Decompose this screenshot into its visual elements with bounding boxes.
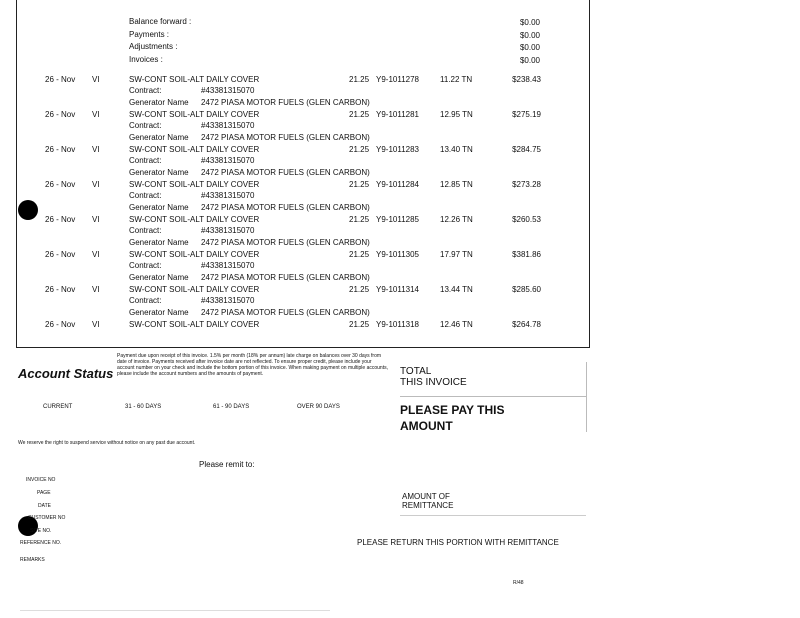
item-generator-name: 2472 PIASA MOTOR FUELS (GLEN CARBON) (201, 273, 370, 282)
item-tons: 13.44 TN (440, 285, 473, 294)
item-amount: $238.43 (512, 75, 541, 84)
remarks-label: REMARKS (20, 557, 45, 563)
item-contract-number: #43381315070 (201, 121, 255, 130)
item-code: VI (92, 285, 100, 294)
item-code: VI (92, 215, 100, 224)
item-generator-label: Generator Name (129, 203, 189, 212)
item-date: 26 - Nov (45, 285, 76, 294)
payments-value: $0.00 (519, 31, 540, 40)
item-rate: 21.25 (349, 250, 370, 259)
item-date: 26 - Nov (45, 75, 76, 84)
payments-label: Payments : (129, 30, 170, 39)
amount-of-remittance-label (402, 492, 453, 510)
item-description: SW-CONT SOIL-ALT DAILY COVER (129, 285, 260, 294)
item-code: VI (92, 110, 100, 119)
item-tons: 11.22 TN (440, 75, 473, 84)
item-ticket: Y9-1011318 (376, 320, 419, 329)
item-generator-name: 2472 PIASA MOTOR FUELS (GLEN CARBON) (201, 98, 370, 107)
invoice-no-label: INVOICE NO (26, 477, 56, 483)
item-date: 26 - Nov (45, 110, 76, 119)
item-amount: $275.19 (512, 110, 541, 119)
item-date: 26 - Nov (45, 215, 76, 224)
site-no-label: SITE NO. (30, 528, 52, 534)
customer-no-label: CUSTOMER NO (28, 515, 66, 521)
item-code: VI (92, 145, 100, 154)
service-notice: We reserve the right to suspend service without notice on any past due account. (18, 440, 196, 446)
item-contract-number: #43381315070 (201, 191, 255, 200)
detail-frame-bottom (16, 347, 590, 348)
item-contract-label: Contract: (129, 121, 162, 130)
hole-punch-mark (18, 200, 38, 220)
amount-of-line2: REMITTANCE (402, 501, 454, 510)
item-code: VI (92, 75, 100, 84)
item-code: VI (92, 180, 100, 189)
item-amount: $273.28 (512, 180, 541, 189)
balance-forward-value: $0.00 (519, 18, 540, 27)
item-contract-label: Contract: (129, 86, 162, 95)
days-31-60-label: 31 - 60 DAYS (125, 404, 162, 410)
item-rate: 21.25 (349, 145, 370, 154)
scan-mark-line (20, 610, 330, 611)
item-amount: $260.53 (512, 215, 541, 224)
item-contract-label: Contract: (129, 226, 162, 235)
account-status-title: Account Status (18, 366, 114, 381)
item-ticket: Y9-1011314 (376, 285, 419, 294)
item-generator-label: Generator Name (129, 133, 189, 142)
total-this-invoice-label (400, 366, 467, 388)
item-generator-label: Generator Name (129, 238, 189, 247)
total-label-line1: TOTAL (400, 366, 432, 377)
item-tons: 12.85 TN (440, 180, 473, 189)
remit-to-label: Please remit to: (199, 460, 255, 469)
reference-no-label: REFERENCE NO. (20, 540, 62, 546)
invoices-value: $0.00 (519, 56, 540, 65)
item-date: 26 - Nov (45, 180, 76, 189)
item-date: 26 - Nov (45, 250, 76, 259)
item-contract-number: #43381315070 (201, 226, 255, 235)
form-code: R/48 (513, 580, 524, 586)
total-label-line2: THIS INVOICE (400, 377, 467, 388)
please-pay-label (400, 402, 504, 434)
item-ticket: Y9-1011284 (376, 180, 419, 189)
item-generator-name: 2472 PIASA MOTOR FUELS (GLEN CARBON) (201, 203, 370, 212)
please-pay-line1: PLEASE PAY THIS (400, 403, 505, 417)
item-contract-number: #43381315070 (201, 261, 255, 270)
item-description: SW-CONT SOIL-ALT DAILY COVER (129, 215, 260, 224)
item-rate: 21.25 (349, 285, 370, 294)
item-description: SW-CONT SOIL-ALT DAILY COVER (129, 320, 260, 329)
item-contract-number: #43381315070 (201, 296, 255, 305)
item-generator-name: 2472 PIASA MOTOR FUELS (GLEN CARBON) (201, 238, 370, 247)
item-generator-label: Generator Name (129, 273, 189, 282)
item-tons: 12.46 TN (440, 320, 473, 329)
item-ticket: Y9-1011305 (376, 250, 419, 259)
item-description: SW-CONT SOIL-ALT DAILY COVER (129, 145, 260, 154)
item-generator-label: Generator Name (129, 168, 189, 177)
current-label: CURRENT (43, 404, 73, 410)
item-tons: 17.97 TN (440, 250, 473, 259)
days-61-90-label: 61 - 90 DAYS (213, 404, 250, 410)
item-contract-number: #43381315070 (201, 156, 255, 165)
remittance-divider (400, 515, 586, 516)
item-ticket: Y9-1011283 (376, 145, 419, 154)
item-description: SW-CONT SOIL-ALT DAILY COVER (129, 110, 260, 119)
item-contract-label: Contract: (129, 156, 162, 165)
item-ticket: Y9-1011285 (376, 215, 419, 224)
item-contract-label: Contract: (129, 261, 162, 270)
item-ticket: Y9-1011278 (376, 75, 419, 84)
item-amount: $285.60 (512, 285, 541, 294)
adjustments-label: Adjustments : (129, 42, 178, 51)
totals-divider (400, 396, 586, 397)
totals-box-right-edge (586, 362, 587, 432)
item-generator-name: 2472 PIASA MOTOR FUELS (GLEN CARBON) (201, 168, 370, 177)
item-rate: 21.25 (349, 215, 370, 224)
item-amount: $381.86 (512, 250, 541, 259)
item-generator-name: 2472 PIASA MOTOR FUELS (GLEN CARBON) (201, 308, 370, 317)
date-label: DATE (38, 503, 51, 509)
payment-terms-text: Payment due upon receipt of this invoice. 1.5% per month (18% per annum) late charge on balances over 30 days from date of invoice. Payments received after invoice date are not reflected. To ensure proper credit, please include your account number on your check and include the bottom portion of this invoice. When making payment on multiple accounts, please include the account numbers and the amounts of payment. (117, 353, 388, 377)
item-rate: 21.25 (349, 320, 370, 329)
item-contract-label: Contract: (129, 191, 162, 200)
over-90-label: OVER 90 DAYS (297, 404, 340, 410)
amount-of-line1: AMOUNT OF (402, 492, 450, 501)
page-label: PAGE (37, 490, 51, 496)
item-date: 26 - Nov (45, 145, 76, 154)
balance-forward-label: Balance forward : (129, 17, 192, 26)
item-code: VI (92, 320, 100, 329)
item-generator-label: Generator Name (129, 308, 189, 317)
item-rate: 21.25 (349, 110, 370, 119)
item-description: SW-CONT SOIL-ALT DAILY COVER (129, 75, 260, 84)
please-pay-line2: AMOUNT (400, 419, 453, 433)
item-description: SW-CONT SOIL-ALT DAILY COVER (129, 250, 260, 259)
item-ticket: Y9-1011281 (376, 110, 419, 119)
item-description: SW-CONT SOIL-ALT DAILY COVER (129, 180, 260, 189)
item-contract-number: #43381315070 (201, 86, 255, 95)
item-amount: $264.78 (512, 320, 541, 329)
invoices-label: Invoices : (129, 55, 163, 64)
item-tons: 12.26 TN (440, 215, 473, 224)
item-date: 26 - Nov (45, 320, 76, 329)
item-contract-label: Contract: (129, 296, 162, 305)
item-amount: $284.75 (512, 145, 541, 154)
item-generator-name: 2472 PIASA MOTOR FUELS (GLEN CARBON) (201, 133, 370, 142)
detail-frame-left (16, 0, 17, 348)
item-generator-label: Generator Name (129, 98, 189, 107)
item-rate: 21.25 (349, 180, 370, 189)
item-tons: 13.40 TN (440, 145, 473, 154)
item-rate: 21.25 (349, 75, 370, 84)
item-tons: 12.95 TN (440, 110, 473, 119)
detail-frame-right (589, 0, 590, 348)
return-portion-text: PLEASE RETURN THIS PORTION WITH REMITTANCE (357, 538, 559, 547)
item-code: VI (92, 250, 100, 259)
adjustments-value: $0.00 (519, 43, 540, 52)
